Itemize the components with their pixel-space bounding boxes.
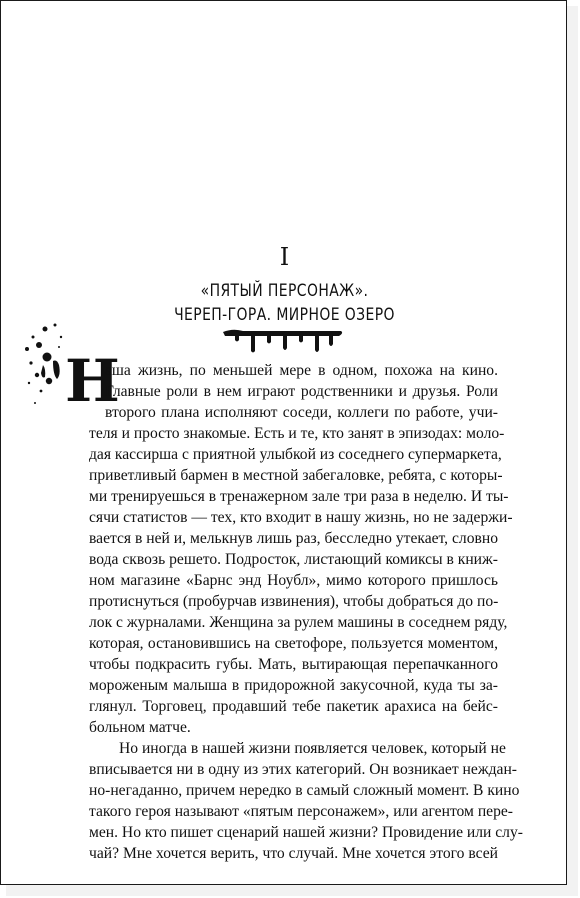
body-text <box>89 360 523 864</box>
text-line: лок с журналами. Женщина за рулем машины в соседнем ряду, <box>89 614 508 631</box>
text-line: но-негаданно, причем нередко в самый сложный момент. В кино <box>89 782 520 799</box>
text-line: второго плана исполняют соседи, коллеги по работе, учи- <box>105 404 498 421</box>
page-shadow-bottom <box>6 885 578 896</box>
text-line: ми тренируешься в тренажерном зале три раза в неделю. И ты- <box>89 488 509 505</box>
text-line: вписывается ни в одну из этих категорий. Он возникает неждан- <box>89 761 517 778</box>
text-line: больном матче. <box>89 719 191 736</box>
text-line: сячи статистов — тех, кто входит в нашу жизнь, но не задержи- <box>89 509 513 526</box>
text-line: вается в ней и, мелькнув лишь раз, бесследно утекает, словно <box>89 530 498 547</box>
text-line: глянул. Торговец, продавший тебе пакетик арахиса на бейс- <box>89 698 498 715</box>
text-line: теля и просто знакомые. Есть и те, кто занят в эпизодах: моло- <box>89 425 505 442</box>
ink-drip-ornament <box>223 328 343 354</box>
text-line: ном магазине «Барнс энд Ноубл», мимо которого пришлось <box>89 572 498 589</box>
text-line: которая, остановившись на светофоре, пользуется моментом, <box>89 635 498 652</box>
text-line: Главные роли в нем играют родственники и друзья. Роли <box>105 383 498 400</box>
page-shadow-right <box>567 6 578 891</box>
text-line: такого героя называют «пятым персонажем», или агентом пере- <box>89 803 513 820</box>
text-line: протиснуться (пробурчав извинения), чтобы добраться до по- <box>89 593 499 610</box>
drop-cap-letter: Н <box>65 347 120 415</box>
text-line: Но иногда в нашей жизни появляется человек, который не <box>119 740 506 757</box>
text-line: чай? Мне хочется верить, что случай. Мне хочется этого всей <box>89 845 498 862</box>
text-line: чтобы подкрасить губы. Мать, вытирающая перепачканного <box>89 656 498 673</box>
text-line: мороженым малыша в придорожной закусочной, куда ты за- <box>89 677 498 694</box>
chapter-title-line-1: «ПЯТЫЙ ПЕРСОНАЖ». <box>200 281 369 301</box>
text-line: вода сквозь решето. Подросток, листающий комиксы в книж- <box>89 551 498 568</box>
text-line: дая кассирша с приятной улыбкой из соседнего супермаркета, <box>89 446 502 463</box>
text-line: приветливый бармен в местной забегаловке, ребята, с которы- <box>89 467 503 484</box>
text-line: мен. Но кто пишет сценарий нашей жизни? Провидение или слу- <box>89 824 523 841</box>
text-line: аша жизнь, по меньшей мере в одном, похожа на кино. <box>105 362 498 379</box>
chapter-title-line-2: ЧЕРЕП-ГОРА. МИРНОЕ ОЗЕРО <box>174 305 395 325</box>
chapter-number: I <box>279 243 290 271</box>
